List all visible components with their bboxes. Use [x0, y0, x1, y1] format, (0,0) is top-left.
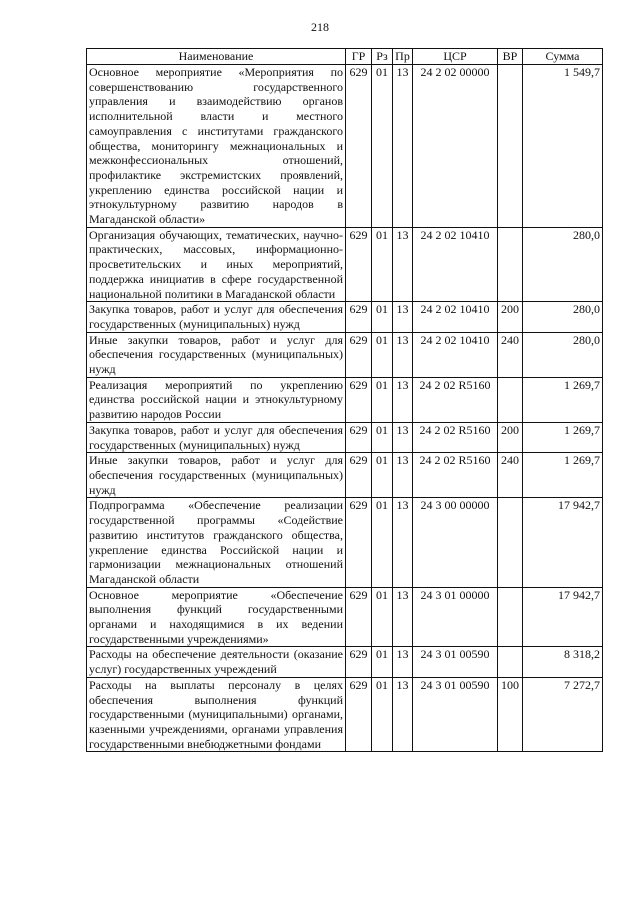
row-gr: 629 — [346, 302, 372, 332]
row-name: Расходы на выплаты персоналу в целях обеспечения выполнения функций государственными (муниципальными) органами, казенными учреждениями, органами управления государственными внебюджетными фондами — [87, 677, 346, 752]
row-name: Основное мероприятие «Обеспечение выполнения функций государственными органами и находящимися в их ведении государственными учреждениями» — [87, 587, 346, 647]
row-csr: 24 2 02 R5160 — [413, 453, 498, 498]
row-gr: 629 — [346, 498, 372, 587]
row-sum: 17 942,7 — [523, 587, 603, 647]
row-gr: 629 — [346, 453, 372, 498]
table-header-row — [87, 49, 603, 65]
table-row — [87, 498, 603, 587]
row-gr: 629 — [346, 587, 372, 647]
row-csr: 24 3 01 00590 — [413, 647, 498, 677]
row-pr: 13 — [393, 647, 413, 677]
row-csr: 24 2 02 10410 — [413, 227, 498, 302]
table-row — [87, 377, 603, 422]
row-vr — [498, 377, 523, 422]
row-sum: 1 269,7 — [523, 453, 603, 498]
row-vr — [498, 227, 523, 302]
table-row — [87, 647, 603, 677]
row-rz: 01 — [372, 302, 393, 332]
row-gr: 629 — [346, 647, 372, 677]
row-vr: 240 — [498, 453, 523, 498]
row-sum: 17 942,7 — [523, 498, 603, 587]
row-rz: 01 — [372, 422, 393, 452]
row-gr: 629 — [346, 677, 372, 752]
row-vr: 100 — [498, 677, 523, 752]
table-row — [87, 422, 603, 452]
table-row — [87, 677, 603, 752]
header-vr: ВР — [498, 49, 523, 65]
row-sum: 1 269,7 — [523, 422, 603, 452]
row-pr: 13 — [393, 65, 413, 228]
row-csr: 24 2 02 10410 — [413, 332, 498, 377]
row-vr — [498, 647, 523, 677]
row-name: Реализация мероприятий по укреплению единства российской нации и этнокультурному развитию народов России — [87, 377, 346, 422]
row-sum: 280,0 — [523, 332, 603, 377]
row-rz: 01 — [372, 332, 393, 377]
row-name: Основное мероприятие «Мероприятия по совершенствованию государственного управления и взаимодействию органов исполнительной власти и местного самоуправления с институтами гражданского общества, мониторингу межнациональных и межконфессиональных отношений, профилактике экстремистских проявлений, укреплению единства российской нации и этнокультурному развитию народов в Магаданской области» — [87, 65, 346, 228]
row-sum: 1 269,7 — [523, 377, 603, 422]
row-pr: 13 — [393, 453, 413, 498]
row-vr: 200 — [498, 422, 523, 452]
table-row — [87, 453, 603, 498]
row-name: Закупка товаров, работ и услуг для обеспечения государственных (муниципальных) нужд — [87, 422, 346, 452]
row-rz: 01 — [372, 377, 393, 422]
row-vr — [498, 498, 523, 587]
row-sum: 280,0 — [523, 302, 603, 332]
row-gr: 629 — [346, 227, 372, 302]
row-name: Закупка товаров, работ и услуг для обеспечения государственных (муниципальных) нужд — [87, 302, 346, 332]
row-name: Иные закупки товаров, работ и услуг для обеспечения государственных (муниципальных) нужд — [87, 453, 346, 498]
row-vr: 200 — [498, 302, 523, 332]
row-pr: 13 — [393, 422, 413, 452]
row-rz: 01 — [372, 677, 393, 752]
header-pr: Пр — [393, 49, 413, 65]
row-sum: 8 318,2 — [523, 647, 603, 677]
row-csr: 24 2 02 00000 — [413, 65, 498, 228]
row-rz: 01 — [372, 587, 393, 647]
row-pr: 13 — [393, 498, 413, 587]
header-csr: ЦСР — [413, 49, 498, 65]
row-csr: 24 2 02 10410 — [413, 302, 498, 332]
row-rz: 01 — [372, 647, 393, 677]
header-sum: Сумма — [523, 49, 603, 65]
row-pr: 13 — [393, 332, 413, 377]
row-rz: 01 — [372, 65, 393, 228]
row-csr: 24 3 01 00590 — [413, 677, 498, 752]
row-csr: 24 2 02 R5160 — [413, 422, 498, 452]
table-row — [87, 302, 603, 332]
row-gr: 629 — [346, 332, 372, 377]
row-pr: 13 — [393, 227, 413, 302]
row-pr: 13 — [393, 302, 413, 332]
header-gr: ГР — [346, 49, 372, 65]
budget-table — [86, 48, 603, 752]
header-rz: Рз — [372, 49, 393, 65]
row-name: Подпрограмма «Обеспечение реализации государственной программы «Содействие развитию институтов гражданского общества, укрепление единства Российской нации и гармонизации межнациональных отношений Магаданской области — [87, 498, 346, 587]
row-vr — [498, 65, 523, 228]
row-name: Иные закупки товаров, работ и услуг для обеспечения государственных (муниципальных) нужд — [87, 332, 346, 377]
row-pr: 13 — [393, 377, 413, 422]
table-row — [87, 65, 603, 228]
row-sum: 7 272,7 — [523, 677, 603, 752]
row-sum: 280,0 — [523, 227, 603, 302]
row-vr: 240 — [498, 332, 523, 377]
row-csr: 24 2 02 R5160 — [413, 377, 498, 422]
row-name: Расходы на обеспечение деятельности (оказание услуг) государственных учреждений — [87, 647, 346, 677]
row-rz: 01 — [372, 227, 393, 302]
table-row — [87, 587, 603, 647]
row-gr: 629 — [346, 65, 372, 228]
row-rz: 01 — [372, 498, 393, 587]
row-gr: 629 — [346, 377, 372, 422]
row-gr: 629 — [346, 422, 372, 452]
header-name: Наименование — [87, 49, 346, 65]
table-row — [87, 332, 603, 377]
table-row — [87, 227, 603, 302]
page-number: 218 — [311, 20, 329, 34]
row-pr: 13 — [393, 677, 413, 752]
row-pr: 13 — [393, 587, 413, 647]
row-rz: 01 — [372, 453, 393, 498]
row-name: Организация обучающих, тематических, научно-практических, массовых, информационно-просветительских и иных мероприятий, поддержка инициатив в сфере государственной национальной политики в Магаданской области — [87, 227, 346, 302]
row-csr: 24 3 00 00000 — [413, 498, 498, 587]
row-csr: 24 3 01 00000 — [413, 587, 498, 647]
row-vr — [498, 587, 523, 647]
row-sum: 1 549,7 — [523, 65, 603, 228]
